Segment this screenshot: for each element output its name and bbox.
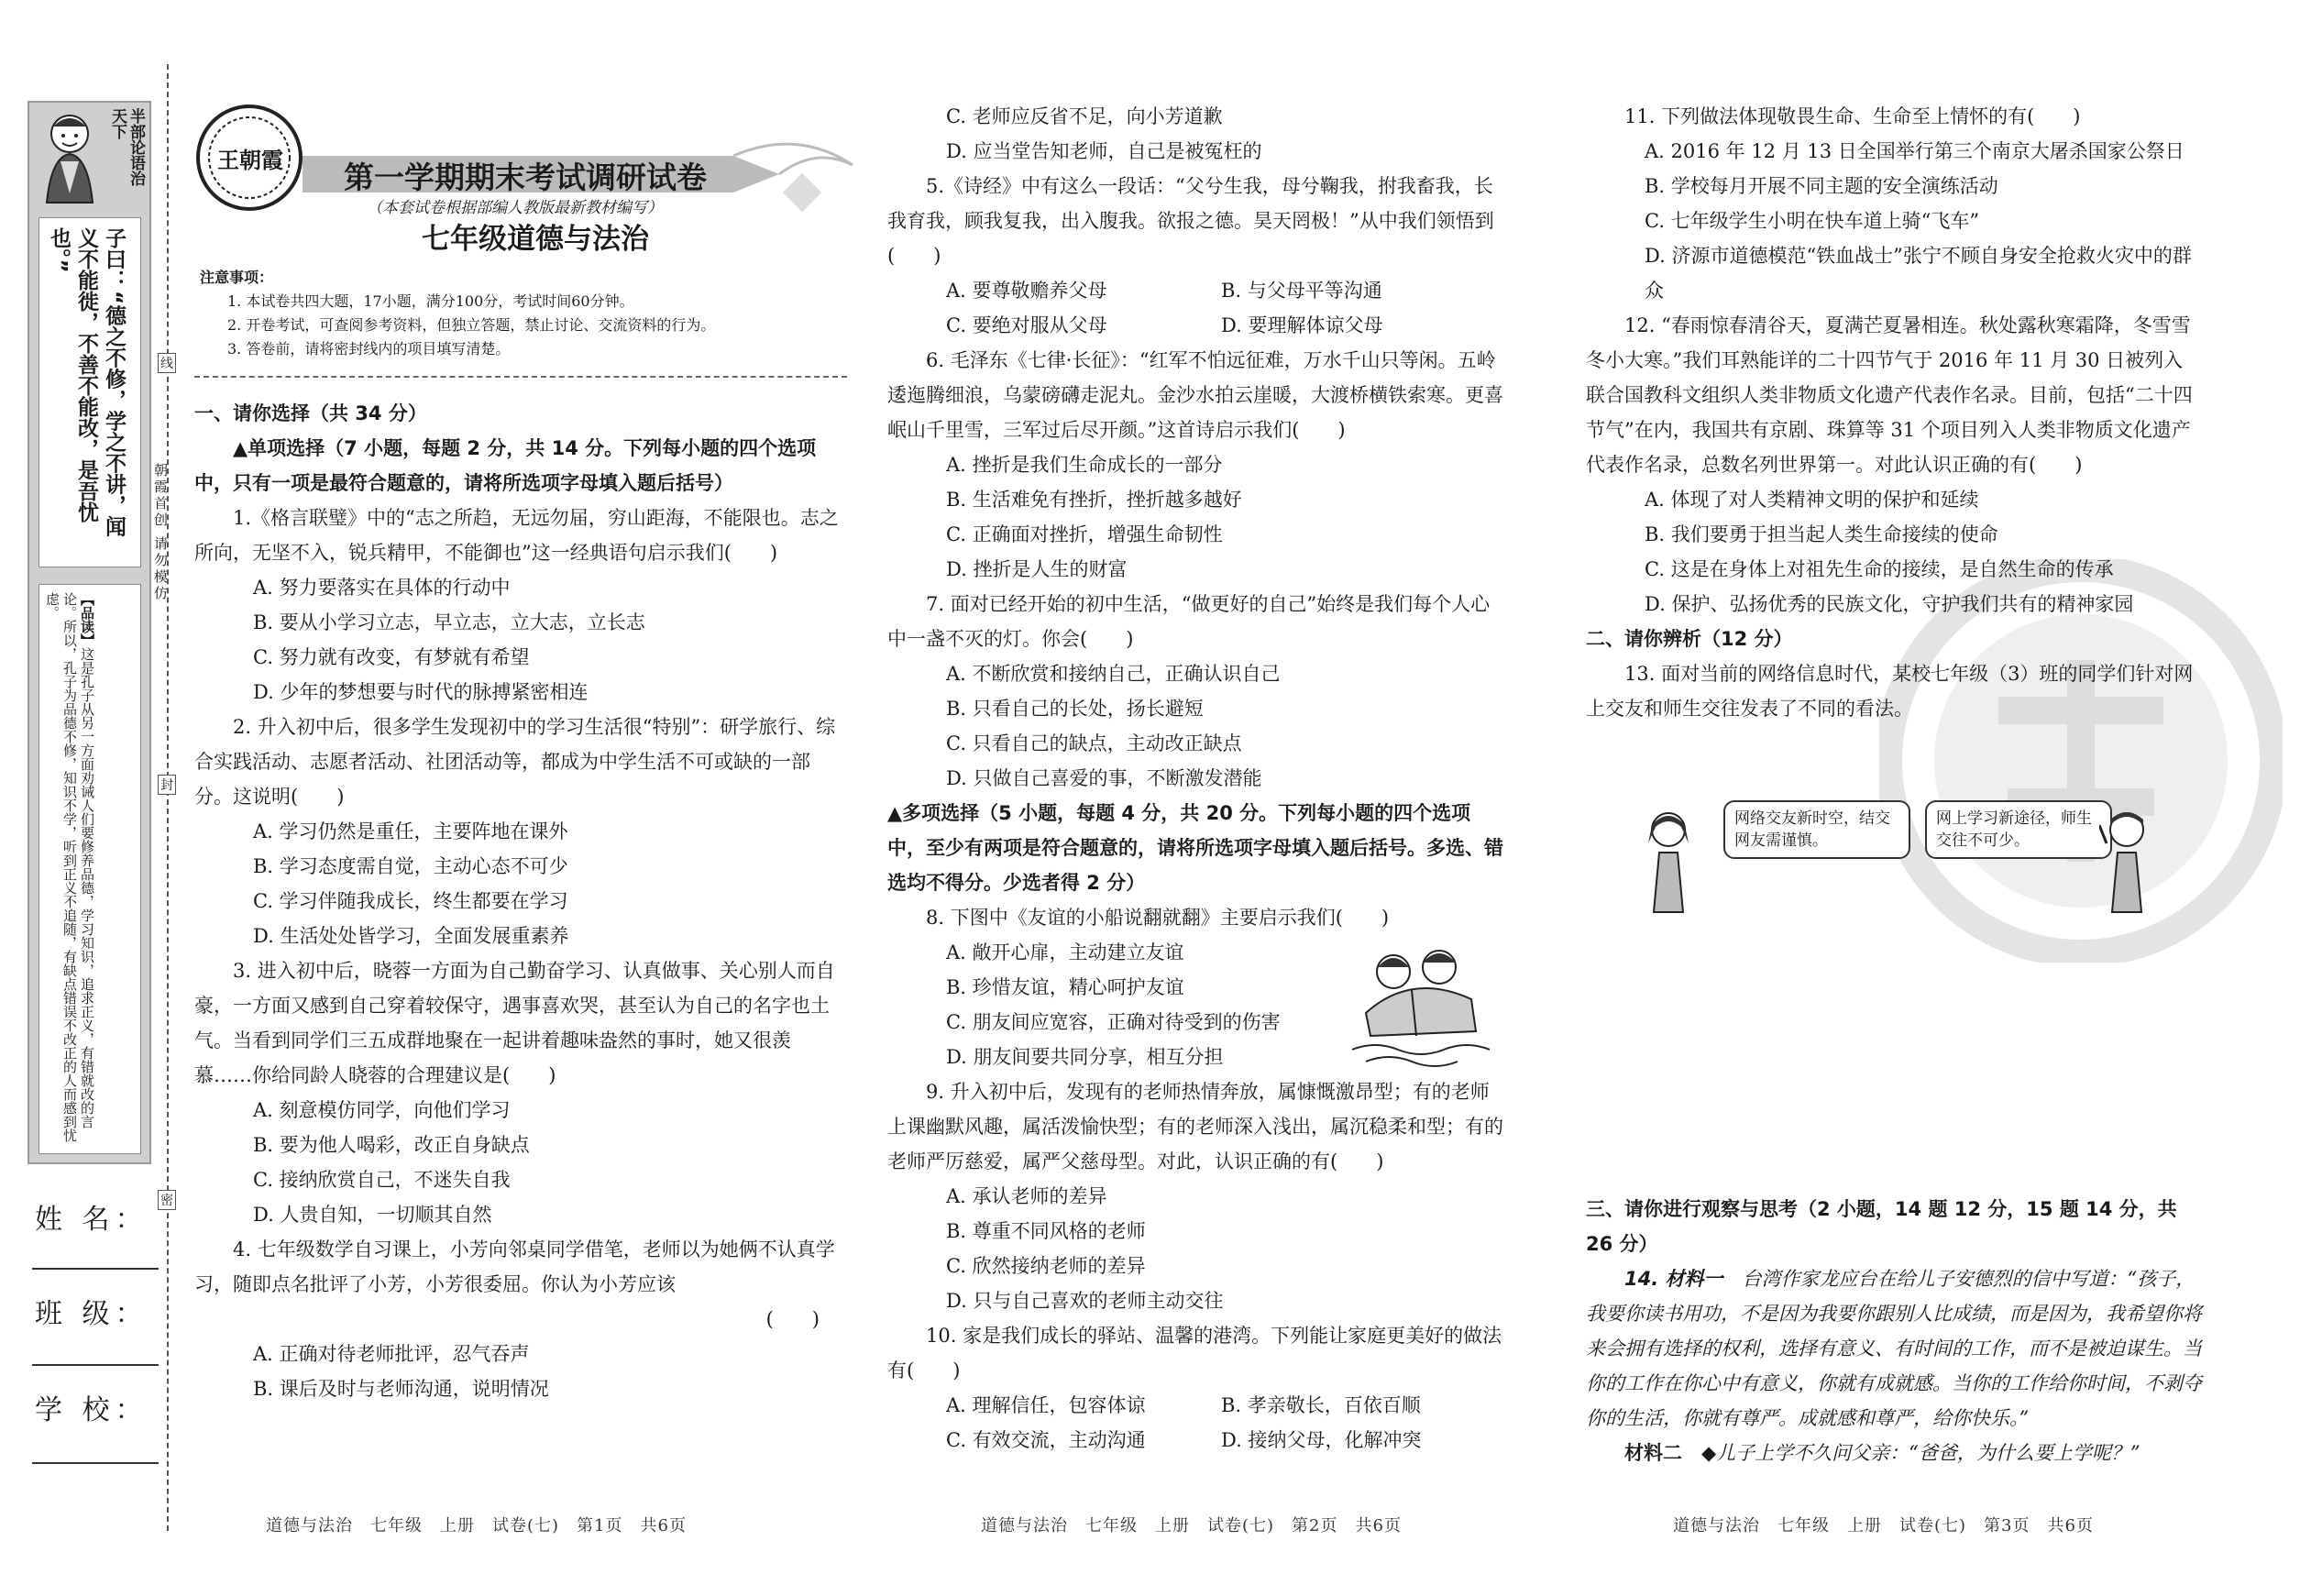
q8-option-a[interactable]: A. 敞开心扉，主动建立友谊 <box>946 941 1184 963</box>
q1-option-a[interactable]: A. 努力要落实在具体的行动中 <box>253 577 511 599</box>
q6-option-d[interactable]: D. 挫折是人生的财富 <box>946 558 1128 580</box>
column-2 <box>887 99 1503 1458</box>
q3-option-a[interactable]: A. 刻意模仿同学，向他们学习 <box>253 1099 511 1121</box>
q12-option-d[interactable]: D. 保护、弘扬优秀的民族文化，守护我们共有的精神家园 <box>1645 593 2134 615</box>
question-5: 5.《诗经》中有这么一段话：“父兮生我，母兮鞠我，拊我畜我，长我育我，顾我复我，出入腹我。欲报之德。昊天罔极！”从中我们领悟到( ) <box>887 175 1494 267</box>
notice-block <box>200 266 715 361</box>
section-1-heading: 一、请你选择（共 34 分） <box>194 402 427 424</box>
question-9: 9. 升入初中后，发现有的老师热情奔放，属慷慨激昂型；有的老师上课幽默风趣，属活泼愉快型；有的老师深入浅出，属沉稳柔和型；有的老师严厉慈爱，属严父慈母型。对此，认识正确的有( ) <box>887 1081 1503 1172</box>
girl-student-illustration-icon <box>1641 807 1696 917</box>
notice-label: 注意事项： <box>200 269 274 286</box>
question-12: 12. “春雨惊春清谷天，夏满芒夏暑相连。秋处露秋寒霜降，冬雪雪冬小大寒。”我们耳熟能详的二十四节气于 2016 年 11 月 30 日被列入联合国教科文组织人类非物质文化遗产代表作名录。目前，包括“二十四节气”在内，我国共有京剧、珠算等 31 个项目列入人类非物质文化遗产代表作名录，总数名列世界第一。对此认识正确的有( ) <box>1586 314 2193 476</box>
q14-material-1-text: 台湾作家龙应台在给儿子安德烈的信中写道：“孩子，我要你读书用功，不是因为我要你跟别人比成绩，而是因为，我希望你将来会拥有选择的权利，选择有意义、有时间的工作，而不是被迫谋生。当你的工作在你心中有意义，你就有成就感。当你的工作给你时间，不剥夺你的生活，你就有尊严。成就感和尊严，给你快乐。” <box>1586 1268 2202 1429</box>
exam-title: 第一学期期末考试调研试卷 <box>344 160 707 195</box>
q4-option-a[interactable]: A. 正确对待老师批评，忍气吞声 <box>253 1343 530 1365</box>
exam-subtitle: （本套试卷根据部编人教版最新教材编写） <box>367 199 663 217</box>
question-1: 1.《格言联璧》中的“志之所趋，无远勿届，穷山距海，不能限也。志之所向，无坚不入，锐兵精甲，不能御也”这一经典语句启示我们( ) <box>194 507 839 564</box>
q8-option-d[interactable]: D. 朋友间要共同分享，相互分担 <box>946 1046 1224 1068</box>
seal-char-2: 封 <box>158 775 176 795</box>
question-8: 8. 下图中《友谊的小船说翻就翻》主要启示我们( ) <box>926 907 1390 929</box>
q14-material-2-label: 材料二 <box>1624 1442 1682 1464</box>
q4-option-c[interactable]: C. 老师应反省不足，向小芳道歉 <box>946 105 1223 127</box>
margin-strip <box>28 101 151 1164</box>
question-13: 13. 面对当前的网络信息时代，某校七年级（3）班的同学们针对网上交友和师生交往发表了不同的看法。 <box>1586 663 2194 720</box>
school-field[interactable] <box>32 1462 159 1464</box>
seal-char-1: 线 <box>158 353 176 373</box>
q3-option-d[interactable]: D. 人贵自知，一切顺其自然 <box>253 1204 492 1226</box>
q5-option-b[interactable]: B. 与父母平等沟通 <box>1221 280 1382 302</box>
school-label: 学 校： <box>35 1394 149 1426</box>
q12-option-c[interactable]: C. 这是在身体上对祖先生命的接续，是自然生命的传承 <box>1645 558 2114 580</box>
q7-option-c[interactable]: C. 只看自己的缺点，主动改正缺点 <box>946 732 1242 754</box>
q9-option-c[interactable]: C. 欣然接纳老师的差异 <box>946 1255 1146 1277</box>
q10-option-c[interactable]: C. 有效交流，主动沟通 <box>946 1429 1146 1451</box>
q9-option-d[interactable]: D. 只与自己喜欢的老师主动交往 <box>946 1290 1224 1312</box>
single-choice-intro: ▲单项选择（7 小题，每题 2 分，共 14 分。下列每小题的四个选项中，只有一项是最符合题意的，请将所选项字母填入题后括号） <box>194 437 817 494</box>
subject-title: 七年级道德与法治 <box>422 223 649 256</box>
friendship-boat-illustration-icon <box>1348 944 1503 1068</box>
q11-option-c[interactable]: C. 七年级学生小明在快车道上骑“飞车” <box>1645 210 1980 232</box>
q6-option-c[interactable]: C. 正确面对挫折，增强生命韧性 <box>946 523 1223 545</box>
name-label: 姓 名： <box>35 1204 149 1236</box>
q1-option-b[interactable]: B. 要从小学习立志，早立志，立大志，立长志 <box>253 611 645 633</box>
q11-option-d[interactable]: D. 济源市道德模范“铁血战士”张宁不顾自身安全抢救火灾中的群众 <box>1645 245 2192 302</box>
q4-option-b[interactable]: B. 课后及时与老师沟通，说明情况 <box>253 1378 549 1400</box>
commentary-text: 这是孔子从另一方面劝诫人们要修养品德，学习知识，追求正义，有错就改的言论。所以，孔子为品德不修，知识不学，听到正义不追随，有缺点错误不改正的人而感到忧虑。 <box>44 592 95 1142</box>
notice-item: 2. 开卷考试，可查阅参考资料，但独立答题，禁止讨论、交流资料的行为。 <box>227 316 716 334</box>
q11-option-a[interactable]: A. 2016 年 12 月 13 日全国举行第三个南京大屠杀国家公祭日 <box>1645 140 2184 162</box>
q10-option-d[interactable]: D. 接纳父母，化解冲突 <box>1221 1429 1422 1451</box>
q8-option-b[interactable]: B. 珍惜友谊，精心呵护友谊 <box>946 976 1184 998</box>
q10-option-a[interactable]: A. 理解信任，包容体谅 <box>946 1394 1146 1416</box>
q14-material-1-label: 14. 材料一 <box>1624 1268 1723 1290</box>
notice-item: 1. 本试卷共四大题，17小题，满分100分，考试时间60分钟。 <box>227 292 634 310</box>
strip-top-label: 半部论语治天下 <box>108 108 145 186</box>
footer-page-2: 道德与法治 七年级 上册 试卷(七) 第2页 共6页 <box>981 1516 1402 1535</box>
seal-char-3: 密 <box>158 1190 176 1210</box>
notice-divider <box>194 376 847 378</box>
question-11: 11. 下列做法体现敬畏生命、生命至上情怀的有( ) <box>1624 105 2081 127</box>
q11-option-b[interactable]: B. 学校每月开展不同主题的安全演练活动 <box>1645 175 1998 197</box>
q9-option-a[interactable]: A. 承认老师的差异 <box>946 1185 1107 1207</box>
q2-option-b[interactable]: B. 学习态度需自觉，主动心态不可少 <box>253 855 568 877</box>
side-note: 朝霞首创 请勿模仿 <box>152 463 169 602</box>
q14-material-2-text: ◆儿子上学不久问父亲：“爸爸，为什么要上学呢？” <box>1701 1442 2140 1464</box>
q5-option-d[interactable]: D. 要理解体谅父母 <box>1221 314 1383 336</box>
question-7: 7. 面对已经开始的初中生活，“做更好的自己”始终是我们每个人心中一盏不灭的灯。你会( ) <box>887 593 1491 650</box>
logo-text: 王朝霞 <box>217 147 283 173</box>
confucius-quote: 子曰：“德之不修，学之不讲，闻义不能徙，不善不能改，是吾忧也。” <box>47 227 126 537</box>
q2-option-d[interactable]: D. 生活处处皆学习，全面发展重素养 <box>253 925 569 947</box>
speech-bubble-left: 网络交友新时空，结交网友需谨慎。 <box>1723 800 1910 859</box>
q2-option-a[interactable]: A. 学习仍然是重任，主要阵地在课外 <box>253 820 568 842</box>
q5-option-a[interactable]: A. 要尊敬赡养父母 <box>946 280 1107 302</box>
multi-choice-intro: ▲多项选择（5 小题，每题 4 分，共 20 分。下列每小题的四个选项中，至少有两项是符合题意的，请将所选项字母填入题后括号。多选、错选均不得分。少选者得 2 分） <box>887 802 1503 894</box>
question-6: 6. 毛泽东《七律·长征》：“红军不怕远征难，万水千山只等闲。五岭逶迤腾细浪，乌蒙磅礴走泥丸。金沙水拍云崖暖，大渡桥横铁索寒。更喜岷山千里雪，三军过后尽开颜。”这首诗启示我们( ) <box>887 349 1503 441</box>
question-3: 3. 进入初中后，晓蓉一方面为自己勤奋学习、认真做事、关心别人而自豪，一方面又感到自己穿着较保守，遇事喜欢哭，甚至认为自己的名字也土气。当看到同学们三五成群地聚在一起讲着趣味盎然的事时，她又很羡慕……你给同龄人晓蓉的合理建议是( ) <box>194 960 835 1086</box>
q8-option-c[interactable]: C. 朋友间应宽容，正确对待受到的伤害 <box>946 1011 1281 1033</box>
q7-option-d[interactable]: D. 只做自己喜爱的事，不断激发潜能 <box>946 767 1262 789</box>
column-3-lower <box>1586 1192 2202 1470</box>
q12-option-b[interactable]: B. 我们要勇于担当起人类生命接续的使命 <box>1645 523 1998 545</box>
q3-option-c[interactable]: C. 接纳欣赏自己，不迷失自我 <box>253 1169 511 1191</box>
commentary-label: 【品读】 <box>79 592 95 647</box>
q6-option-b[interactable]: B. 生活难免有挫折，挫折越多越好 <box>946 489 1242 511</box>
commentary-box <box>39 584 141 1154</box>
section-2-heading: 二、请你辨析（12 分） <box>1586 628 1793 650</box>
class-field[interactable] <box>32 1364 159 1366</box>
class-label: 班 级： <box>35 1298 149 1330</box>
question-10: 10. 家是我们成长的驿站、温馨的港湾。下列能让家庭更美好的做法有( ) <box>887 1325 1502 1381</box>
q1-option-c[interactable]: C. 努力就有改变，有梦就有希望 <box>253 646 530 668</box>
column-1 <box>194 396 847 1406</box>
q4-answer-paren[interactable]: ( ) <box>765 1308 820 1330</box>
name-field[interactable] <box>32 1268 159 1270</box>
q5-option-c[interactable]: C. 要绝对服从父母 <box>946 314 1107 336</box>
q7-option-b[interactable]: B. 只看自己的长处，扬长避短 <box>946 698 1204 720</box>
footer-page-3: 道德与法治 七年级 上册 试卷(七) 第3页 共6页 <box>1673 1516 2094 1535</box>
speech-bubble-right: 网上学习新途径，师生交往不可少。 <box>1925 800 2112 859</box>
q10-option-b[interactable]: B. 孝亲敬长，百依百顺 <box>1221 1394 1421 1416</box>
q2-option-c[interactable]: C. 学习伴随我成长，终生都要在学习 <box>253 890 568 912</box>
quote-box <box>39 217 141 567</box>
q9-option-b[interactable]: B. 尊重不同风格的老师 <box>946 1220 1146 1242</box>
column-3 <box>1586 99 2202 726</box>
confucius-illustration-icon <box>33 106 106 207</box>
q7-option-a[interactable]: A. 不断欣赏和接纳自己，正确认识自己 <box>946 663 1281 685</box>
footer-page-1: 道德与法治 七年级 上册 试卷(七) 第1页 共6页 <box>266 1516 687 1535</box>
q1-option-d[interactable]: D. 少年的梦想要与时代的脉搏紧密相连 <box>253 681 589 703</box>
boy-student-illustration-icon <box>2099 807 2154 917</box>
seal-line <box>167 64 169 1531</box>
question-4: 4. 七年级数学自习课上，小芳向邻桌同学借笔，老师以为她俩不认真学习，随即点名批评了小芳，小芳很委屈。你认为小芳应该 <box>194 1238 835 1295</box>
q6-option-a[interactable]: A. 挫折是我们生命成长的一部分 <box>946 454 1223 476</box>
question-2: 2. 升入初中后，很多学生发现初中的学习生活很“特别”：研学旅行、综合实践活动、志愿者活动、社团活动等，都成为中学生活不可或缺的一部分。这说明( ) <box>194 716 836 808</box>
section-3-heading: 三、请你进行观察与思考（2 小题，14 题 12 分，15 题 14 分，共 26 分） <box>1586 1198 2177 1255</box>
q3-option-b[interactable]: B. 要为他人喝彩，改正自身缺点 <box>253 1134 530 1156</box>
q4-option-d[interactable]: D. 应当堂告知老师，自己是被冤枉的 <box>946 140 1262 162</box>
notice-item: 3. 答卷前，请将密封线内的项目填写清楚。 <box>227 340 511 358</box>
q12-option-a[interactable]: A. 体现了对人类精神文明的保护和延续 <box>1645 489 1979 511</box>
